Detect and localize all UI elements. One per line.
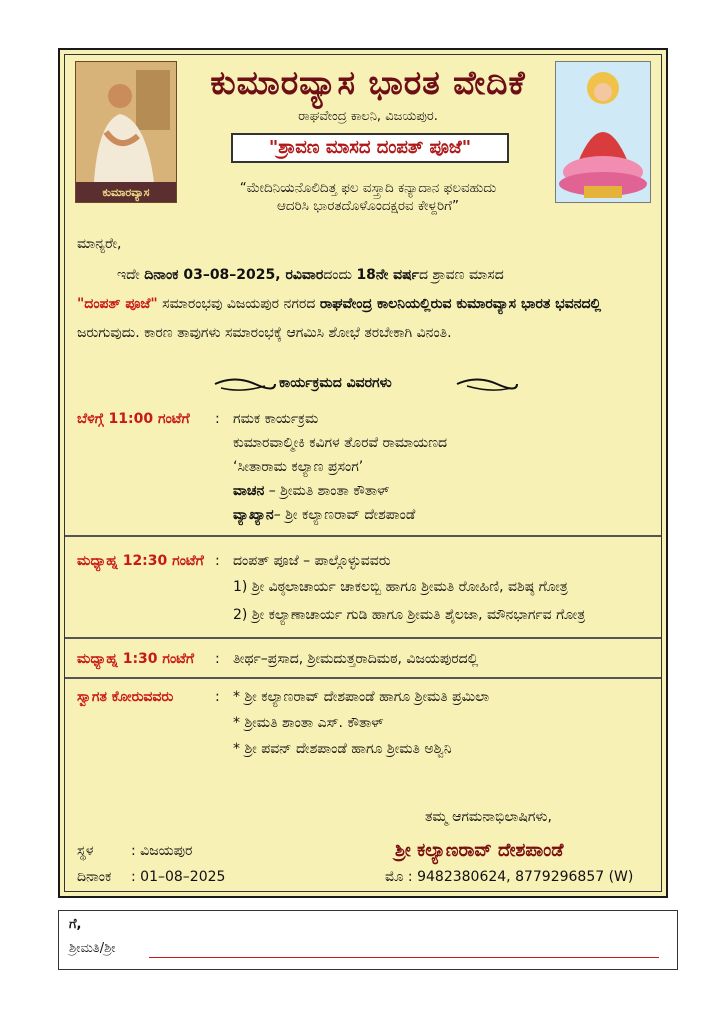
schedule-label-afternoon: ಮಧ್ಯಾಹ್ನ 1:30 ಗಂಟೆಗೆ [77, 651, 195, 667]
signatory-name: ಶ್ರೀ ಕಲ್ಯಾಣರಾವ್ ದೇಶಪಾಂಡೆ [395, 840, 564, 861]
invitation-paragraph [77, 261, 661, 348]
invitation-card [58, 48, 668, 898]
date-label: ದಿನಾಂಕ [77, 869, 112, 885]
reading-value: – ಶ್ರೀಮತಿ ಶಾಂತಾ ಕೌತಾಳ್ [264, 483, 390, 499]
schedule-line: ದಂಪತ್ ಪೂಜೆ – ಪಾಲ್ಗೊಳ್ಳುವವರು [233, 553, 391, 569]
closing-line: ತಮ್ಮ ಆಗಮನಾಭಿಲಾಷಿಗಳು, [425, 809, 552, 825]
schedule-line: ‘ಸೀತಾರಾಮ ಕಲ್ಯಾಣ ಪ್ರಸಂಗ’ [233, 459, 364, 475]
schedule-label-noon: ಮಧ್ಯಾಹ್ನ 12:30 ಗಂಟೆಗೆ [77, 553, 204, 569]
schedule-line-reading [233, 483, 389, 499]
schedule-label-welcome: ಸ್ವಾಗತ ಕೋರುವವರು [77, 689, 174, 705]
schedule-line: * ಶ್ರೀ ಕಲ್ಯಾಣರಾವ್ ದೇಶಪಾಂಡೆ ಹಾಗೂ ಶ್ರೀಮತಿ ಪ್ರಮಿಲಾ [233, 689, 490, 705]
commentary-label: ವ್ಯಾಖ್ಯಾನ [233, 507, 274, 523]
goddess-lakshmi-image [555, 61, 651, 203]
colon: : [215, 411, 220, 427]
schedule-line: 2) ಶ್ರೀ ಕಲ್ಯಾಣಾಚಾರ್ಯ ಗುಡಿ ಹಾಗೂ ಶ್ರೀಮತಿ ಶೈಲಜಾ, ಮೌನಭಾರ್ಗವ ಗೋತ್ರ [233, 607, 586, 623]
inv-venue: ರಾಘವೇಂದ್ರ ಕಾಲನಿಯಲ್ಲಿರುವ ಕುಮಾರವ್ಯಾಸ ಭಾರತ ಭವನದಲ್ಲಿ [319, 296, 602, 312]
inv-year: 18ನೇ ವರ್ಷ [356, 267, 419, 283]
poet-caption: ಕುಮಾರವ್ಯಾಸ [102, 186, 150, 199]
event-title-box: "ಶ್ರಾವಣ ಮಾಸದ ದಂಪತ್ ಪೂಜೆ" [231, 133, 509, 163]
inv-date: ದಿನಾಂಕ 03–08–2025, ರವಿವಾರ [144, 267, 324, 283]
address-to: ಗೆ, [69, 917, 82, 932]
inv-text-5: ಜರುಗುವುದು. ಕಾರಣ ತಾವುಗಳು ಸಮಾರಂಭಕ್ಕೆ ಆಗಮಿಸಿ ಶೋಭೆ ತರಬೇಕಾಗಿ ವಿನಂತಿ. [77, 325, 452, 341]
colon: : [215, 651, 220, 667]
schedule-line: * ಶ್ರೀಮತಿ ಶಾಂತಾ ಎಸ್. ಕೌತಾಳ್ [233, 715, 384, 731]
inv-text-1: ಇದೇ [117, 267, 145, 283]
schedule-label-morning: ಬೆಳಿಗ್ಗೆ 11:00 ಗಂಟೆಗೆ [77, 411, 190, 427]
schedule-line: ಗಮಕ ಕಾರ್ಯಕ್ರಮ [233, 411, 319, 427]
mobile-numbers: ಮೊ : 9482380624, 8779296857 (W) [385, 869, 634, 885]
inv-text-4: ಸಮಾರಂಭವು ವಿಜಯಪುರ ನಗರದ [157, 296, 320, 312]
salutation: ಮಾನ್ಯರೇ, [77, 236, 122, 252]
inv-text-3: ದ ಶ್ರಾವಣ ಮಾಸದ [418, 267, 504, 283]
place-label: ಸ್ಥಳ [77, 843, 94, 859]
reading-label: ವಾಚನ [233, 483, 265, 499]
commentary-value: – ಶ್ರೀ ಕಲ್ಯಾಣರಾವ್ ದೇಶಪಾಂಡೆ [273, 507, 416, 523]
organization-title: ಕುಮಾರವ್ಯಾಸ ಭಾರತ ವೇದಿಕೆ [210, 63, 526, 102]
place-value: : ವಿಜಯಪುರ [131, 843, 193, 859]
address-box [58, 910, 678, 970]
verse-line-2: ಆದರಿಸಿ ಭಾರತದೊಳೊಂದಕ್ಷರವ ಕೇಳ್ದರಿಗೆ” [276, 198, 459, 214]
colon: : [215, 553, 220, 569]
schedule-line: * ಶ್ರೀ ಪವನ್ ದೇಶಪಾಂಡೆ ಹಾಗೂ ಶ್ರೀಮತಿ ಅಶ್ವಿನಿ [233, 741, 452, 757]
schedule-line: 1) ಶ್ರೀ ವಿಠ್ಠಲಾಚಾರ್ಯ ಚಾಕಲಬ್ಬಿ ಹಾಗೂ ಶ್ರೀಮತಿ ರೋಹಿಣಿ, ವಶಿಷ್ಠ ಗೋತ್ರ [233, 579, 568, 595]
schedule-line: ಕುಮಾರವಾಲ್ಮೀಕಿ ಕವಿಗಳ ತೊರವೆ ರಾಮಾಯಣದ [233, 435, 448, 451]
divider [65, 677, 661, 679]
divider [65, 535, 661, 537]
recipient-label: ಶ್ರೀಮತಿ/ಶ್ರೀ [69, 941, 116, 956]
verse-line-1: “ಮೇದಿನಿಯನೊಲಿದಿತ್ತ ಫಲ ವಸ್ತ್ರಾದಿ ಕನ್ಯಾದಾನ ಫಲವಹುದು [239, 180, 497, 196]
recipient-blank-line[interactable] [149, 957, 659, 958]
inv-puja-name: "ದಂಪತ್ ಪೂಜೆ" [77, 296, 158, 312]
verse-quote [175, 179, 561, 215]
program-heading: ಕಾರ್ಯಕ್ರಮದ ವಿವರಗಳು [279, 375, 392, 391]
divider [65, 637, 661, 639]
colon: : [215, 689, 220, 705]
schedule-line-commentary [233, 507, 415, 523]
schedule-line: ತೀರ್ಥ–ಪ್ರಸಾದ, ಶ್ರೀಮದುತ್ತರಾದಿಮಠ, ವಿಜಯಪುರದಲ್ಲಿ [233, 651, 479, 667]
organization-address: ರಾಘವೇಂದ್ರ ಕಾಲನಿ, ವಿಜಯಪುರ. [298, 109, 438, 124]
inner-border [64, 54, 662, 892]
date-value: : 01–08–2025 [131, 869, 226, 885]
inv-text-2: ದಂದು [323, 267, 357, 283]
poet-kumaravyasa-image [75, 61, 177, 203]
